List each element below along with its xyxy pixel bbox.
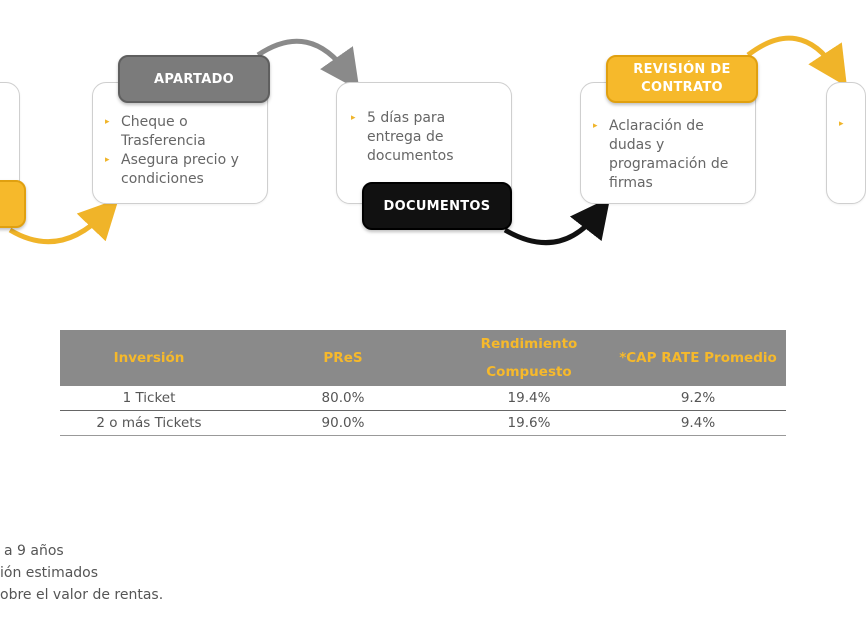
footnote-line: a 9 años [4, 543, 64, 559]
footnotes [0, 540, 163, 606]
table-cell: 19.4% [507, 390, 551, 406]
step-card-partial-right [826, 82, 866, 204]
bullet-text: Cheque o Trasferencia [121, 114, 206, 149]
bullet-icon: ▸ [593, 121, 598, 131]
header-inversion: Inversión [113, 350, 185, 366]
step-label-documentos: DOCUMENTOS [362, 182, 512, 230]
bullet-text: Asegura precio y condiciones [121, 152, 239, 187]
step-label-apartado: APARTADO [118, 55, 270, 103]
table-cell: 80.0% [321, 390, 365, 406]
header-rendimiento: Rendimiento Compuesto [480, 336, 578, 380]
footnote-line: ión estimados [0, 565, 99, 581]
bullet-item [105, 113, 257, 151]
bullet-icon: ▸ [105, 117, 110, 127]
table-header [60, 330, 786, 386]
bullet-item [105, 151, 257, 189]
table-cell: 2 o más Tickets [96, 415, 202, 431]
bullet-item [593, 117, 747, 193]
table-cell: 19.6% [507, 415, 551, 431]
table-cell: 9.2% [680, 390, 716, 406]
bullet-text: 5 días para entrega de documentos [367, 110, 454, 164]
table-row [60, 386, 786, 411]
bullet-item [351, 109, 501, 166]
header-cap-rate: *CAP RATE Promedio [619, 350, 777, 366]
bullet-icon: ▸ [351, 113, 356, 123]
investment-table [60, 330, 786, 436]
header-pres: PReS [323, 350, 363, 366]
arrow-black-bottom [505, 213, 598, 243]
table-row [60, 411, 786, 436]
arrow-yellow-right [748, 38, 836, 70]
table-cell: 9.4% [680, 415, 716, 431]
bullet-text: Aclaración de dudas y programación de firmas [609, 118, 729, 191]
table-cell: 90.0% [321, 415, 365, 431]
step-label-partial-left [0, 180, 26, 228]
bullet-icon: ▸ [105, 155, 110, 165]
step-label-revision-contrato: REVISIÓN DE CONTRATO [606, 55, 758, 103]
table-cell: 1 Ticket [122, 390, 176, 406]
bullet-icon: ▸ [839, 119, 844, 129]
arrow-gray-top [258, 41, 348, 74]
footnote-line: obre el valor de rentas. [0, 587, 164, 603]
